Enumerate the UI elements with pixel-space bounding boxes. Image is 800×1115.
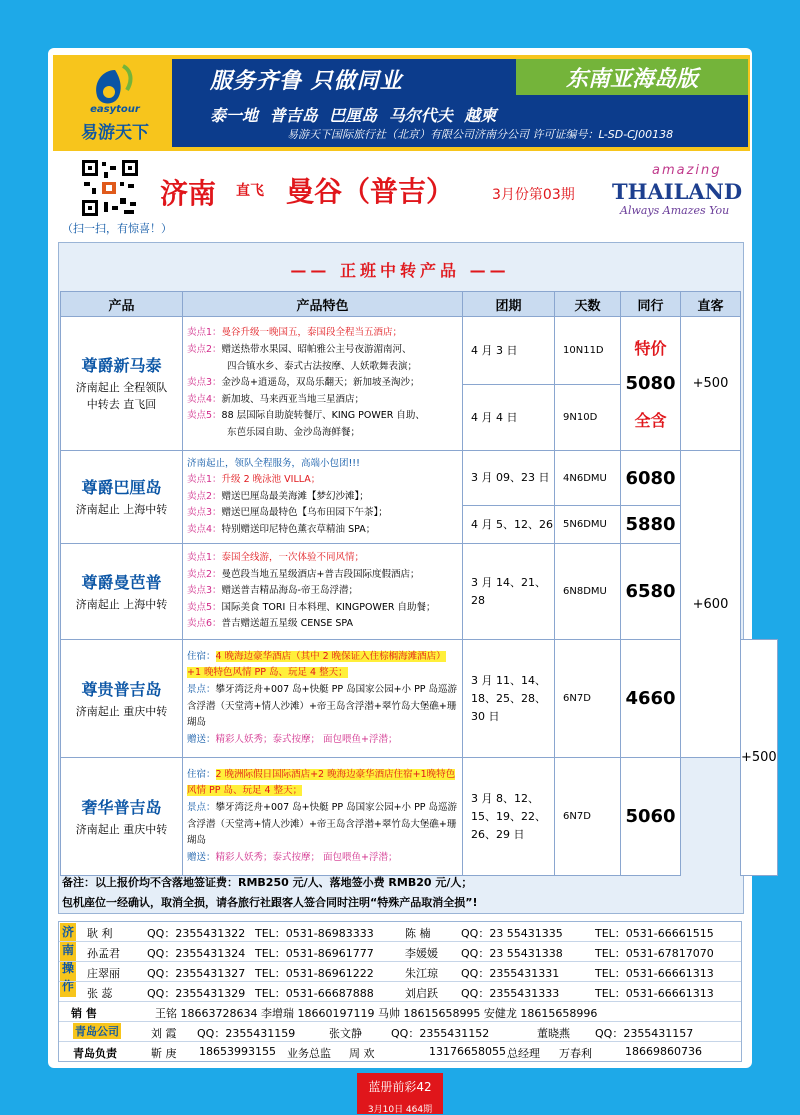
- feature-line: 卖点1：曼谷升级一晚国五，泰国段全程当五酒店；: [187, 327, 403, 339]
- contact-tel: TEL：0531-86961777: [255, 947, 374, 960]
- trip-days: 4N6DMU: [555, 451, 621, 506]
- sales-label: 销 售: [71, 1007, 97, 1020]
- amazing-logo-text: amazing: [652, 163, 722, 178]
- col-header: 产品: [61, 292, 183, 317]
- contact-phone: 18653993155: [199, 1045, 276, 1058]
- slogan: 服务齐鲁 只做同业: [210, 69, 403, 94]
- contact-row: [59, 942, 741, 962]
- contact-tel: TEL：0531-67817070: [595, 947, 714, 960]
- table-row[interactable]: [61, 451, 778, 506]
- table-row[interactable]: [61, 544, 778, 640]
- route-from: 济南: [160, 177, 217, 210]
- trip-days: 5N6DMU: [555, 506, 621, 544]
- contact-tel: TEL：0531-86961222: [255, 967, 374, 980]
- product-name-cell: [61, 544, 183, 640]
- table-header-row: [61, 292, 778, 317]
- price-value: 6080: [621, 451, 681, 506]
- product-name: 尊爵曼芭普: [81, 572, 162, 592]
- footer-volume: 蓝册前彩42: [368, 1080, 432, 1094]
- product-name-cell: [61, 451, 183, 544]
- contact-name: 张 蕊: [87, 987, 113, 1000]
- route-to: 曼谷（普吉）: [286, 175, 455, 208]
- feature-line: 卖点3：金沙岛+逍遥岛，双岛乐翻天；新加坡圣淘沙；: [187, 377, 420, 389]
- feature-line: 卖点2：赠送热带水果园、昭帕雅公主号夜游湄南河、: [187, 344, 412, 356]
- qingdao-head-row: [59, 1042, 741, 1061]
- product-sub: 济南起止 全程领队: [75, 380, 168, 394]
- product-sub: 中转去 直飞回: [86, 398, 157, 412]
- product-sub: 济南起止 重庆中转: [75, 822, 168, 836]
- feature-line: 赠送：精彩人妖秀；泰式按摩； 面包喂鱼+浮潜；: [187, 851, 398, 863]
- col-header: 同行: [621, 292, 681, 317]
- contact-title: 业务总监: [287, 1047, 331, 1060]
- product-table: [60, 291, 778, 876]
- qingdao-label: 青岛公司: [75, 1025, 119, 1038]
- contacts-block: [58, 921, 742, 1062]
- price-value: 6580: [621, 544, 681, 640]
- feature-line: 卖点4：新加坡、马来西亚当地三星酒店；: [187, 393, 365, 405]
- contact-tel: TEL：0531-66661313: [595, 967, 714, 980]
- contact-title: 总经理: [507, 1047, 540, 1060]
- contact-name: 万春利: [559, 1047, 592, 1060]
- product-name: 奢华普吉岛: [81, 797, 162, 817]
- contact-phone: 18669860736: [625, 1045, 702, 1058]
- departure-date: 3 月 14、21、 28: [463, 544, 555, 640]
- price-value: 5080: [625, 373, 676, 394]
- departure-date: 4 月 4 日: [463, 385, 555, 451]
- departure-date: 4 月 5、12、26: [463, 506, 555, 544]
- note-line: 备注：以上报价均不含落地签证费：RMB250 元/人、落地签小费 RMB20 元/人；: [62, 876, 473, 889]
- feature-line: 卖点2：曼芭段当地五星级酒店+普吉段国际度假酒店；: [187, 568, 420, 580]
- product-sub: 济南起止 上海中转: [75, 597, 168, 611]
- qr-code-icon[interactable]: [80, 158, 140, 218]
- feature-line: 卖点1：泰国全线游，一次体验不同风情；: [187, 552, 365, 564]
- contact-name: 刘 霞: [151, 1027, 177, 1040]
- contact-tel: TEL：0531-66687888: [255, 987, 374, 1000]
- feature-line: 住宿：4 晚海边豪华酒店（其中 2 晚保证入住棕榈海滩酒店）+1 晚特色风情 PP 岛、玩足 4 整天；: [187, 650, 446, 679]
- feature-line: 卖点1：升级 2 晚泳池 VILLA；: [187, 474, 321, 486]
- feature-line: 卖点3：赠送巴厘岛最特色【乌布田园下午茶】；: [187, 507, 388, 519]
- product-name: 尊爵巴厘岛: [81, 478, 162, 498]
- product-features: [183, 451, 463, 544]
- departure-date: 3 月 11、14、18、25、28、30 日: [463, 640, 555, 758]
- contact-qq: QQ：2355431327: [147, 967, 246, 980]
- table-row[interactable]: [61, 758, 778, 876]
- destination-list: 泰一地 普吉岛 巴厘岛 马尔代夫 越柬: [210, 106, 497, 125]
- contact-qq: QQ：2355431329: [147, 987, 246, 1000]
- route-mode: 直飞: [236, 183, 264, 199]
- feature-line: 赠送：精彩人妖秀；泰式按摩； 面包喂鱼+浮潜；: [187, 733, 398, 745]
- product-name: 尊爵新马泰: [81, 356, 162, 376]
- sales-row: [59, 1002, 741, 1022]
- product-name: 尊贵普吉岛: [81, 679, 162, 699]
- feature-line: 卖点4：特别赠送印尼特色薰衣草精油 SPA；: [187, 523, 376, 535]
- trip-days: 9N10D: [555, 385, 621, 451]
- feature-line: 卖点5：国际美食 TORI 日本料理、KINGPOWER 自助餐；: [187, 601, 436, 613]
- qingdao-head-label: 青岛负责: [73, 1047, 117, 1060]
- contact-name: 孙孟君: [87, 947, 120, 960]
- departure-date: 4 月 3 日: [463, 317, 555, 385]
- note-line: 包机座位一经确认，取消全损，请各旅行社跟客人签合同时注明“特殊产品取消全损”!: [62, 896, 478, 909]
- contact-tel: TEL：0531-66661515: [595, 927, 714, 940]
- logo-brand: easytour: [90, 104, 140, 115]
- feature-line: 住宿：2 晚洲际假日国际酒店+2 晚海边豪华酒店住宿+1晚特色风情 PP 岛、玩足 4 整天；: [187, 768, 456, 797]
- direct-extra: +500: [741, 640, 778, 876]
- contact-row: [59, 982, 741, 1002]
- footer-date: 3月10日 464期: [367, 1105, 433, 1115]
- table-row[interactable]: [61, 640, 778, 758]
- price-tag: 特价: [634, 339, 667, 358]
- contact-name: 刘启跃: [405, 987, 438, 1000]
- feature-line: 卖点6：普吉赠送超五星级 CENSE SPA: [187, 618, 354, 630]
- contact-qq: QQ：2355431333: [461, 987, 560, 1000]
- trip-days: 10N11D: [555, 317, 621, 385]
- contact-name: 李媛媛: [405, 947, 438, 960]
- section-title: —— 正班中转产品 ——: [290, 261, 510, 280]
- qingdao-row: [59, 1022, 741, 1042]
- col-header: 天数: [555, 292, 621, 317]
- contact-qq: QQ：2355431159: [197, 1027, 296, 1040]
- col-header: 直客: [681, 292, 741, 317]
- feature-line: 卖点2：赠送巴厘岛最美海滩【梦幻沙滩】；: [187, 490, 369, 502]
- issue-number: 3月份第03期: [492, 187, 575, 203]
- product-sub: 济南起止 上海中转: [75, 503, 168, 516]
- contact-qq: QQ：2355431322: [147, 927, 246, 940]
- product-name-cell: [61, 640, 183, 758]
- contact-row: [59, 922, 741, 942]
- contact-qq: QQ：2355431324: [147, 947, 246, 960]
- trip-days: 6N7D: [555, 758, 621, 876]
- thailand-logo-text: THAILAND: [612, 179, 743, 204]
- direct-extra: +600: [681, 451, 741, 758]
- product-features: [183, 640, 463, 758]
- contact-name: 董晓燕: [537, 1027, 570, 1040]
- departure-date: 3 月 8、12、15、19、22、26、29 日: [463, 758, 555, 876]
- thailand-tagline: Always Amazes You: [620, 204, 730, 217]
- price-value: 5880: [621, 506, 681, 544]
- contact-row: [59, 962, 741, 982]
- contact-qq: QQ：2355431157: [595, 1027, 694, 1040]
- col-header: 产品特色: [183, 292, 463, 317]
- departure-date: 3 月 09、23 日: [463, 451, 555, 506]
- table-row[interactable]: [61, 317, 778, 385]
- price-tag: 全含: [634, 411, 667, 430]
- product-features: [183, 544, 463, 640]
- logo-cn: 易游天下: [81, 123, 149, 143]
- contact-name: 朱江琼: [405, 967, 438, 980]
- contact-name: 耿 利: [87, 927, 113, 940]
- sales-contacts: 王铭 18663728634 李增瑞 18660197119 马帅 18615658995 安健龙 18615658996: [155, 1007, 598, 1020]
- product-name-cell: [61, 317, 183, 451]
- scan-hint: （扫一扫，有惊喜！）: [62, 222, 172, 235]
- product-features: [183, 317, 463, 451]
- feature-line: 景点：攀牙湾泛舟+007 岛+快艇 PP 岛国家公园+小 PP 岛巡游含浮潜（天堂湾+情人沙滩）+帝王岛含浮潜+翠竹岛大堡礁+珊瑚岛: [187, 801, 458, 847]
- price-cell: [621, 317, 681, 451]
- edition-title: 东南亚海岛版: [565, 67, 698, 92]
- contact-qq: QQ：23 55431338: [461, 947, 563, 960]
- product-sub: 济南起止 重庆中转: [75, 704, 168, 718]
- price-value: 4660: [621, 640, 681, 758]
- contact-name: 庄翠丽: [87, 967, 120, 980]
- feature-line: 卖点5：88 层国际自助旋转餐厅、KING POWER 自助、: [187, 410, 425, 422]
- contact-name: 周 欢: [349, 1047, 375, 1060]
- contact-phone: 13176658055: [429, 1045, 506, 1058]
- price-value: 5060: [621, 758, 681, 876]
- product-features: [183, 758, 463, 876]
- product-name-cell: [61, 758, 183, 876]
- trip-days: 6N8DMU: [555, 544, 621, 640]
- contact-tel: TEL：0531-66661313: [595, 987, 714, 1000]
- feature-line: 卖点3：赠送普吉精品海岛-帝王岛浮潜；: [187, 585, 358, 597]
- feature-line: 东芭乐园自助、金沙岛海鲜餐；: [227, 426, 361, 438]
- company-license: 易游天下国际旅行社（北京）有限公司济南分公司 许可证编号：L-SD-CJ00138: [287, 128, 674, 141]
- contact-name: 张文静: [329, 1027, 362, 1040]
- feature-line: 四合镇水乡、泰式古法按摩、人妖歌舞表演；: [227, 360, 418, 372]
- feature-line: 济南起止，领队全程服务，高端小包团!!!: [187, 457, 360, 469]
- jinan-ops-label: 济 南 操 作: [60, 923, 76, 997]
- contact-qq: QQ：23 55431335: [461, 927, 563, 940]
- trip-days: 6N7D: [555, 640, 621, 758]
- direct-extra: +500: [681, 317, 741, 451]
- contact-qq: QQ：2355431331: [461, 967, 560, 980]
- feature-line: 景点：攀牙湾泛舟+007 岛+快艇 PP 岛国家公园+小 PP 岛巡游含浮潜（天堂湾+情人沙滩）+帝王岛含浮潜+翠竹岛大堡礁+珊瑚岛: [187, 683, 458, 729]
- contact-tel: TEL：0531-86983333: [255, 927, 374, 940]
- contact-name: 靳 庚: [151, 1047, 177, 1060]
- col-header: 团期: [463, 292, 555, 317]
- contact-name: 陈 楠: [405, 927, 431, 940]
- contact-qq: QQ：2355431152: [391, 1027, 490, 1040]
